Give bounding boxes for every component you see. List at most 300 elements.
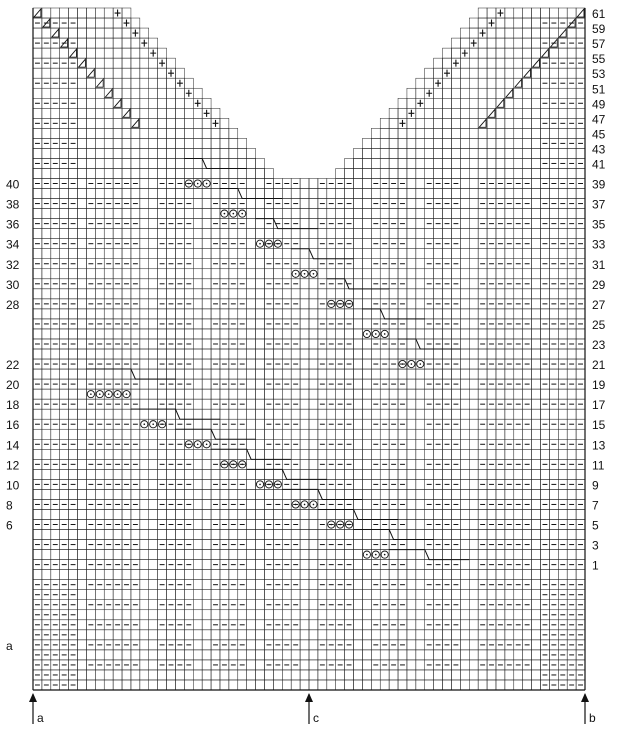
grid-cell — [247, 429, 256, 439]
grid-cell — [140, 219, 149, 229]
grid-cell — [51, 128, 60, 138]
grid-cell — [167, 680, 176, 690]
grid-cell — [416, 560, 425, 570]
grid-cell — [131, 680, 140, 690]
grid-cell — [336, 269, 345, 279]
grid-cell — [318, 550, 327, 560]
grid-cell — [86, 369, 95, 379]
grid-cell — [60, 429, 69, 439]
grid-cell — [184, 128, 193, 138]
grid-cell — [443, 329, 452, 339]
grid-cell — [175, 489, 184, 499]
grid-cell — [202, 239, 211, 249]
grid-cell — [514, 289, 523, 299]
grid-cell — [78, 249, 87, 259]
grid-cell — [398, 128, 407, 138]
grid-cell — [469, 349, 478, 359]
grid-cell — [487, 28, 496, 38]
grid-cell — [300, 520, 309, 530]
grid-cell — [300, 399, 309, 409]
grid-cell — [131, 269, 140, 279]
grid-cell — [380, 389, 389, 399]
grid-cell — [496, 389, 505, 399]
grid-cell — [256, 489, 265, 499]
grid-cell — [407, 118, 416, 128]
grid-cell — [407, 379, 416, 389]
grid-cell — [131, 138, 140, 148]
grid-cell — [264, 289, 273, 299]
grid-cell — [122, 349, 131, 359]
grid-cell — [140, 249, 149, 259]
grid-cell — [51, 369, 60, 379]
grid-cell — [371, 530, 380, 540]
grid-cell — [318, 409, 327, 419]
grid-cell — [478, 249, 487, 259]
grid-cell — [291, 550, 300, 560]
grid-cell — [86, 28, 95, 38]
grid-cell — [229, 128, 238, 138]
grid-cell — [131, 289, 140, 299]
grid-cell — [460, 670, 469, 680]
grid-cell — [567, 389, 576, 399]
grid-cell — [193, 239, 202, 249]
grid-cell — [256, 319, 265, 329]
grid-cell — [229, 670, 238, 680]
grid-cell — [95, 509, 104, 519]
grid-cell — [532, 18, 541, 28]
grid-cell — [540, 289, 549, 299]
grid-cell — [229, 680, 238, 690]
grid-cell — [202, 449, 211, 459]
grid-cell — [567, 189, 576, 199]
grid-cell — [407, 88, 416, 98]
grid-cell — [398, 630, 407, 640]
grid-cell — [540, 309, 549, 319]
grid-cell — [523, 8, 532, 18]
grid-cell — [300, 339, 309, 349]
grid-cell — [104, 38, 113, 48]
grid-cell — [211, 369, 220, 379]
grid-cell — [167, 369, 176, 379]
grid-cell — [193, 590, 202, 600]
grid-cell — [78, 168, 87, 178]
grid-cell — [122, 309, 131, 319]
grid-cell — [469, 28, 478, 38]
grid-cell — [149, 499, 158, 509]
grid-cell — [354, 349, 363, 359]
grid-cell — [327, 389, 336, 399]
grid-cell — [256, 379, 265, 389]
grid-cell — [193, 289, 202, 299]
grid-cell — [122, 509, 131, 519]
grid-cell — [425, 68, 434, 78]
grid-cell — [202, 459, 211, 469]
grid-cell — [407, 369, 416, 379]
grid-cell — [532, 369, 541, 379]
grid-cell — [149, 449, 158, 459]
grid-cell — [202, 680, 211, 690]
grid-cell — [184, 509, 193, 519]
grid-cell — [549, 28, 558, 38]
grid-cell — [371, 158, 380, 168]
grid-cell — [514, 650, 523, 660]
grid-cell — [264, 530, 273, 540]
grid-cell — [523, 369, 532, 379]
grid-cell — [327, 509, 336, 519]
grid-cell — [238, 449, 247, 459]
grid-cell — [345, 158, 354, 168]
grid-cell — [256, 449, 265, 459]
grid-cell — [487, 570, 496, 580]
grid-cell — [309, 469, 318, 479]
grid-cell — [51, 409, 60, 419]
grid-cell — [140, 580, 149, 590]
grid-cell — [149, 489, 158, 499]
grid-cell — [86, 550, 95, 560]
grid-cell — [122, 570, 131, 580]
grid-cell — [158, 98, 167, 108]
grid-cell — [496, 189, 505, 199]
grid-cell — [505, 38, 514, 48]
grid-cell — [532, 670, 541, 680]
grid-cell — [202, 469, 211, 479]
grid-cell — [407, 560, 416, 570]
grid-cell — [523, 670, 532, 680]
grid-cell — [220, 590, 229, 600]
grid-cell — [149, 88, 158, 98]
grid-cell — [505, 128, 514, 138]
grid-cell — [140, 289, 149, 299]
grid-cell — [193, 108, 202, 118]
grid-cell — [576, 189, 585, 199]
grid-cell — [362, 309, 371, 319]
grid-cell — [69, 530, 78, 540]
grid-cell — [451, 158, 460, 168]
grid-cell — [158, 489, 167, 499]
grid-cell — [540, 550, 549, 560]
grid-cell — [95, 650, 104, 660]
grid-cell — [158, 138, 167, 148]
grid-cell — [300, 610, 309, 620]
grid-cell — [505, 610, 514, 620]
grid-cell — [42, 329, 51, 339]
grid-cell — [291, 570, 300, 580]
grid-cell — [434, 68, 443, 78]
grid-cell — [362, 219, 371, 229]
grid-cell — [469, 78, 478, 88]
grid-cell — [211, 389, 220, 399]
grid-cell — [354, 590, 363, 600]
grid-cell — [389, 610, 398, 620]
grid-cell — [460, 239, 469, 249]
grid-cell — [202, 339, 211, 349]
grid-cell — [443, 369, 452, 379]
grid-cell — [398, 108, 407, 118]
grid-cell — [505, 329, 514, 339]
grid-cell — [300, 299, 309, 309]
grid-cell — [549, 209, 558, 219]
grid-cell — [140, 339, 149, 349]
grid-cell — [42, 469, 51, 479]
grid-cell — [416, 209, 425, 219]
grid-cell — [69, 469, 78, 479]
grid-cell — [380, 650, 389, 660]
grid-cell — [175, 269, 184, 279]
grid-cell — [291, 389, 300, 399]
grid-cell — [113, 209, 122, 219]
grid-cell — [291, 610, 300, 620]
grid-cell — [451, 289, 460, 299]
grid-cell — [158, 158, 167, 168]
grid-cell — [202, 229, 211, 239]
grid-cell — [460, 479, 469, 489]
grid-cell — [184, 108, 193, 118]
grid-cell — [318, 229, 327, 239]
grid-cell — [318, 269, 327, 279]
grid-cell — [398, 550, 407, 560]
grid-cell — [380, 429, 389, 439]
grid-cell — [380, 229, 389, 239]
grid-cell — [42, 489, 51, 499]
grid-cell — [362, 630, 371, 640]
grid-cell — [78, 38, 87, 48]
grid-cell — [532, 499, 541, 509]
grid-cell — [309, 399, 318, 409]
grid-cell — [532, 299, 541, 309]
grid-cell — [202, 148, 211, 158]
grid-cell — [300, 289, 309, 299]
grid-cell — [362, 239, 371, 249]
grid-cell — [140, 299, 149, 309]
grid-cell — [487, 58, 496, 68]
grid-cell — [425, 409, 434, 419]
grid-cell — [469, 409, 478, 419]
grid-cell — [175, 610, 184, 620]
grid-cell — [362, 499, 371, 509]
grid-cell — [451, 269, 460, 279]
grid-cell — [407, 590, 416, 600]
grid-cell — [318, 590, 327, 600]
grid-cell — [86, 269, 95, 279]
grid-cell — [514, 168, 523, 178]
grid-cell — [354, 239, 363, 249]
grid-cell — [309, 439, 318, 449]
grid-cell — [238, 148, 247, 158]
grid-cell — [264, 329, 273, 339]
grid-cell — [443, 469, 452, 479]
grid-cell — [247, 509, 256, 519]
grid-cell — [256, 660, 265, 670]
grid-cell — [487, 630, 496, 640]
grid-cell — [184, 449, 193, 459]
grid-cell — [51, 530, 60, 540]
grid-cell — [336, 489, 345, 499]
grid-cell — [460, 560, 469, 570]
grid-cell — [86, 148, 95, 158]
grid-cell — [567, 269, 576, 279]
grid-cell — [451, 118, 460, 128]
grid-cell — [478, 189, 487, 199]
grid-cell — [487, 189, 496, 199]
grid-cell — [416, 479, 425, 489]
grid-cell — [131, 148, 140, 158]
grid-cell — [158, 469, 167, 479]
grid-cell — [558, 128, 567, 138]
grid-cell — [496, 489, 505, 499]
grid-cell — [247, 289, 256, 299]
grid-cell — [460, 38, 469, 48]
grid-cell — [416, 219, 425, 229]
grid-cell — [247, 550, 256, 560]
grid-cell — [78, 299, 87, 309]
grid-cell — [354, 299, 363, 309]
grid-cell — [51, 8, 60, 18]
grid-cell — [469, 650, 478, 660]
grid-cell — [51, 429, 60, 439]
grid-cell — [309, 479, 318, 489]
grid-cell — [122, 38, 131, 48]
grid-cell — [389, 148, 398, 158]
grid-cell — [318, 389, 327, 399]
grid-cell — [95, 670, 104, 680]
grid-cell — [362, 279, 371, 289]
grid-cell — [104, 58, 113, 68]
grid-cell — [184, 168, 193, 178]
grid-cell — [460, 499, 469, 509]
grid-cell — [460, 229, 469, 239]
grid-cell — [478, 530, 487, 540]
grid-cell — [532, 38, 541, 48]
grid-cell — [549, 68, 558, 78]
grid-cell — [496, 28, 505, 38]
grid-cell — [86, 38, 95, 48]
grid-cell — [140, 389, 149, 399]
grid-cell — [362, 209, 371, 219]
grid-cell — [122, 68, 131, 78]
grid-cell — [264, 349, 273, 359]
grid-cell — [558, 349, 567, 359]
grid-cell — [193, 389, 202, 399]
grid-cell — [256, 229, 265, 239]
grid-cell — [113, 409, 122, 419]
grid-cell — [505, 489, 514, 499]
grid-cell — [362, 429, 371, 439]
grid-cell — [86, 489, 95, 499]
grid-cell — [158, 389, 167, 399]
grid-cell — [478, 590, 487, 600]
grid-cell — [202, 369, 211, 379]
grid-cell — [193, 600, 202, 610]
grid-cell — [327, 489, 336, 499]
grid-cell — [576, 429, 585, 439]
grid-cell — [33, 189, 42, 199]
grid-cell — [576, 289, 585, 299]
grid-cell — [202, 128, 211, 138]
grid-cell — [86, 128, 95, 138]
grid-cell — [104, 369, 113, 379]
grid-cell — [95, 48, 104, 58]
grid-cell — [202, 98, 211, 108]
grid-cell — [532, 389, 541, 399]
grid-cell — [460, 509, 469, 519]
grid-cell — [469, 570, 478, 580]
grid-cell — [354, 158, 363, 168]
grid-cell — [51, 489, 60, 499]
grid-cell — [469, 148, 478, 158]
grid-cell — [86, 349, 95, 359]
grid-cell — [523, 249, 532, 259]
grid-cell — [86, 18, 95, 28]
grid-cell — [229, 449, 238, 459]
grid-cell — [567, 229, 576, 239]
grid-cell — [193, 550, 202, 560]
grid-cell — [220, 229, 229, 239]
grid-cell — [532, 309, 541, 319]
grid-cell — [131, 610, 140, 620]
grid-cell — [451, 229, 460, 239]
grid-cell — [514, 189, 523, 199]
grid-cell — [51, 229, 60, 239]
grid-cell — [95, 18, 104, 28]
grid-cell — [398, 289, 407, 299]
grid-cell — [451, 138, 460, 148]
grid-cell — [398, 570, 407, 580]
grid-cell — [425, 489, 434, 499]
grid-cell — [380, 570, 389, 580]
grid-cell — [69, 148, 78, 158]
grid-cell — [398, 429, 407, 439]
grid-cell — [193, 670, 202, 680]
grid-cell — [496, 289, 505, 299]
grid-cell — [469, 189, 478, 199]
grid-cell — [549, 329, 558, 339]
grid-cell — [416, 289, 425, 299]
grid-cell — [398, 269, 407, 279]
grid-cell — [523, 189, 532, 199]
grid-cell — [95, 229, 104, 239]
grid-cell — [398, 168, 407, 178]
grid-cell — [416, 469, 425, 479]
grid-cell — [532, 319, 541, 329]
grid-cell — [576, 349, 585, 359]
grid-cell — [416, 199, 425, 209]
grid-cell — [567, 429, 576, 439]
grid-cell — [282, 590, 291, 600]
grid-cell — [69, 570, 78, 580]
grid-cell — [309, 239, 318, 249]
grid-cell — [238, 489, 247, 499]
grid-cell — [104, 269, 113, 279]
grid-cell — [354, 359, 363, 369]
grid-cell — [113, 329, 122, 339]
grid-cell — [220, 389, 229, 399]
grid-cell — [95, 469, 104, 479]
grid-cell — [158, 610, 167, 620]
grid-cell — [469, 138, 478, 148]
grid-cell — [469, 680, 478, 690]
grid-cell — [532, 359, 541, 369]
grid-cell — [113, 429, 122, 439]
grid-cell — [300, 469, 309, 479]
grid-cell — [184, 98, 193, 108]
grid-cell — [532, 148, 541, 158]
grid-cell — [505, 680, 514, 690]
grid-cell — [576, 530, 585, 540]
grid-cell — [336, 309, 345, 319]
grid-cell — [158, 229, 167, 239]
grid-cell — [416, 630, 425, 640]
grid-cell — [149, 560, 158, 570]
